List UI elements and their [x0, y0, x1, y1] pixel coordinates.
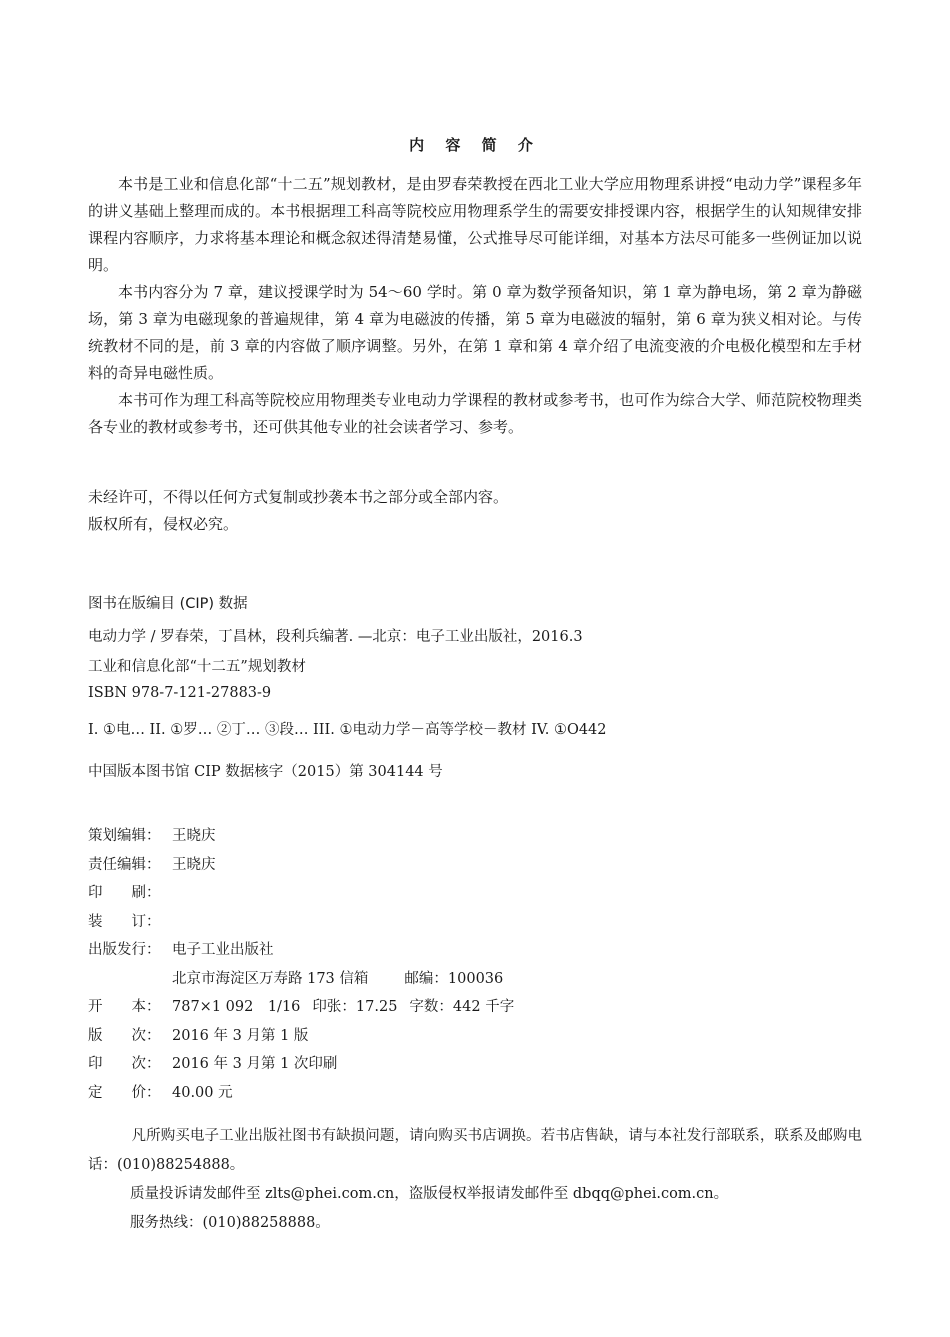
address-row	[88, 965, 862, 994]
imprint-label: 印 次：	[88, 1056, 161, 1072]
imprint-value: 2016 年 3 月第 1 次印刷	[172, 1056, 338, 1072]
format-row	[88, 993, 862, 1022]
introduction	[88, 171, 862, 441]
imprint-label: 出版发行：	[88, 942, 161, 958]
intro-paragraph: 本书可作为理工科高等院校应用物理类专业电动力学课程的教材或参考书，也可作为综合大学、师范院校物理类各专业的教材或参考书，还可供其他专业的社会读者学习、参考。	[88, 391, 862, 436]
planning-editor-row	[88, 822, 862, 851]
cip-line: 工业和信息化部“十二五”规划教材	[88, 659, 306, 675]
quality-complaint-line: 质量投诉请发邮件至 zlts@phei.com.cn，盗版侵权举报请发邮件至 dbqq@phei.com.cn。	[130, 1186, 729, 1202]
cip-isbn: ISBN 978-7-121-27883-9	[88, 685, 272, 701]
service-hotline: 服务热线：(010)88258888。	[130, 1215, 330, 1231]
notice-paragraph: 凡所购买电子工业出版社图书有缺损问题，请向购买书店调换。若书店售缺，请与本社发行部联系，联系及邮购电话：(010)88254888。	[88, 1128, 862, 1173]
imprint-label: 开 本：	[88, 999, 161, 1015]
imprint-value: 字数：442 千字	[409, 999, 515, 1015]
page-title: 内 容 简 介	[409, 136, 541, 154]
cip-classification: I. ①电… II. ①罗… ②丁… ③段… III. ①电动力学－高等学校－教材 IV. ①O442	[88, 722, 607, 738]
impression-row	[88, 1050, 862, 1079]
imprint-value: 电子工业出版社	[172, 942, 274, 958]
imprint-value: 787×1 092 1/16	[172, 999, 301, 1015]
imprint-label: 装 订：	[88, 913, 161, 930]
imprint-value: 王晓庆	[172, 828, 216, 844]
intro-paragraph: 本书内容分为 7 章，建议授课学时为 54～60 学时。第 0 章为数学预备知识，第 1 章为静电场，第 2 章为静磁场，第 3 章为电磁现象的普遍规律，第 4 章为电磁波的传播，第 5 章为电磁波的辐射，第 6 章为狭义相对论。与传统教材不同的是，前 3 章的内容做了顺序调整。另外，在第 1 章和第 4 章介绍了电流变液的介电极化模型和左手材料的奇异电磁性质。	[88, 283, 862, 382]
imprint-label: 印 刷：	[88, 885, 161, 901]
imprint-block	[88, 822, 862, 1107]
price-row	[88, 1079, 862, 1108]
imprint-label: 版 次：	[88, 1027, 161, 1044]
imprint-value: 印张：17.25	[312, 999, 398, 1015]
edition-row	[88, 1022, 862, 1051]
imprint-value: 2016 年 3 月第 1 版	[172, 1027, 309, 1044]
imprint-value: 邮编：100036	[404, 970, 504, 987]
copyright-notice	[88, 484, 862, 538]
binding-row	[88, 908, 862, 937]
imprint-label: 策划编辑：	[88, 828, 161, 844]
cip-heading: 图书在版编目 (CIP) 数据	[88, 596, 248, 612]
imprint-label: 责任编辑：	[88, 856, 161, 873]
imprint-value: 40.00 元	[172, 1084, 233, 1101]
imprint-value: 北京市海淀区万寿路 173 信箱	[172, 970, 369, 987]
service-notice	[88, 1122, 862, 1238]
copyright-line: 版权所有，侵权必究。	[88, 515, 239, 533]
cip-record-number: 中国版本图书馆 CIP 数据核字（2015）第 304144 号	[88, 764, 443, 780]
cip-line: 电动力学 / 罗春荣，丁昌林，段利兵编著. —北京：电子工业出版社，2016.3	[88, 629, 583, 645]
responsible-editor-row	[88, 851, 862, 880]
printing-row	[88, 879, 862, 908]
copyright-line: 未经许可，不得以任何方式复制或抄袭本书之部分或全部内容。	[88, 488, 509, 506]
imprint-value: 王晓庆	[172, 856, 216, 873]
publisher-row	[88, 936, 862, 965]
intro-paragraph: 本书是工业和信息化部“十二五”规划教材，是由罗春荣教授在西北工业大学应用物理系讲授“电动力学”课程多年的讲义基础上整理而成的。本书根据理工科高等院校应用物理系学生的需要安排授课内容，根据学生的认知规律安排课程内容顺序，力求将基本理论和概念叙述得清楚易懂，公式推导尽可能详细，对基本方法尽可能多一些例证加以说明。	[88, 175, 862, 274]
imprint-label: 定 价：	[88, 1084, 161, 1101]
